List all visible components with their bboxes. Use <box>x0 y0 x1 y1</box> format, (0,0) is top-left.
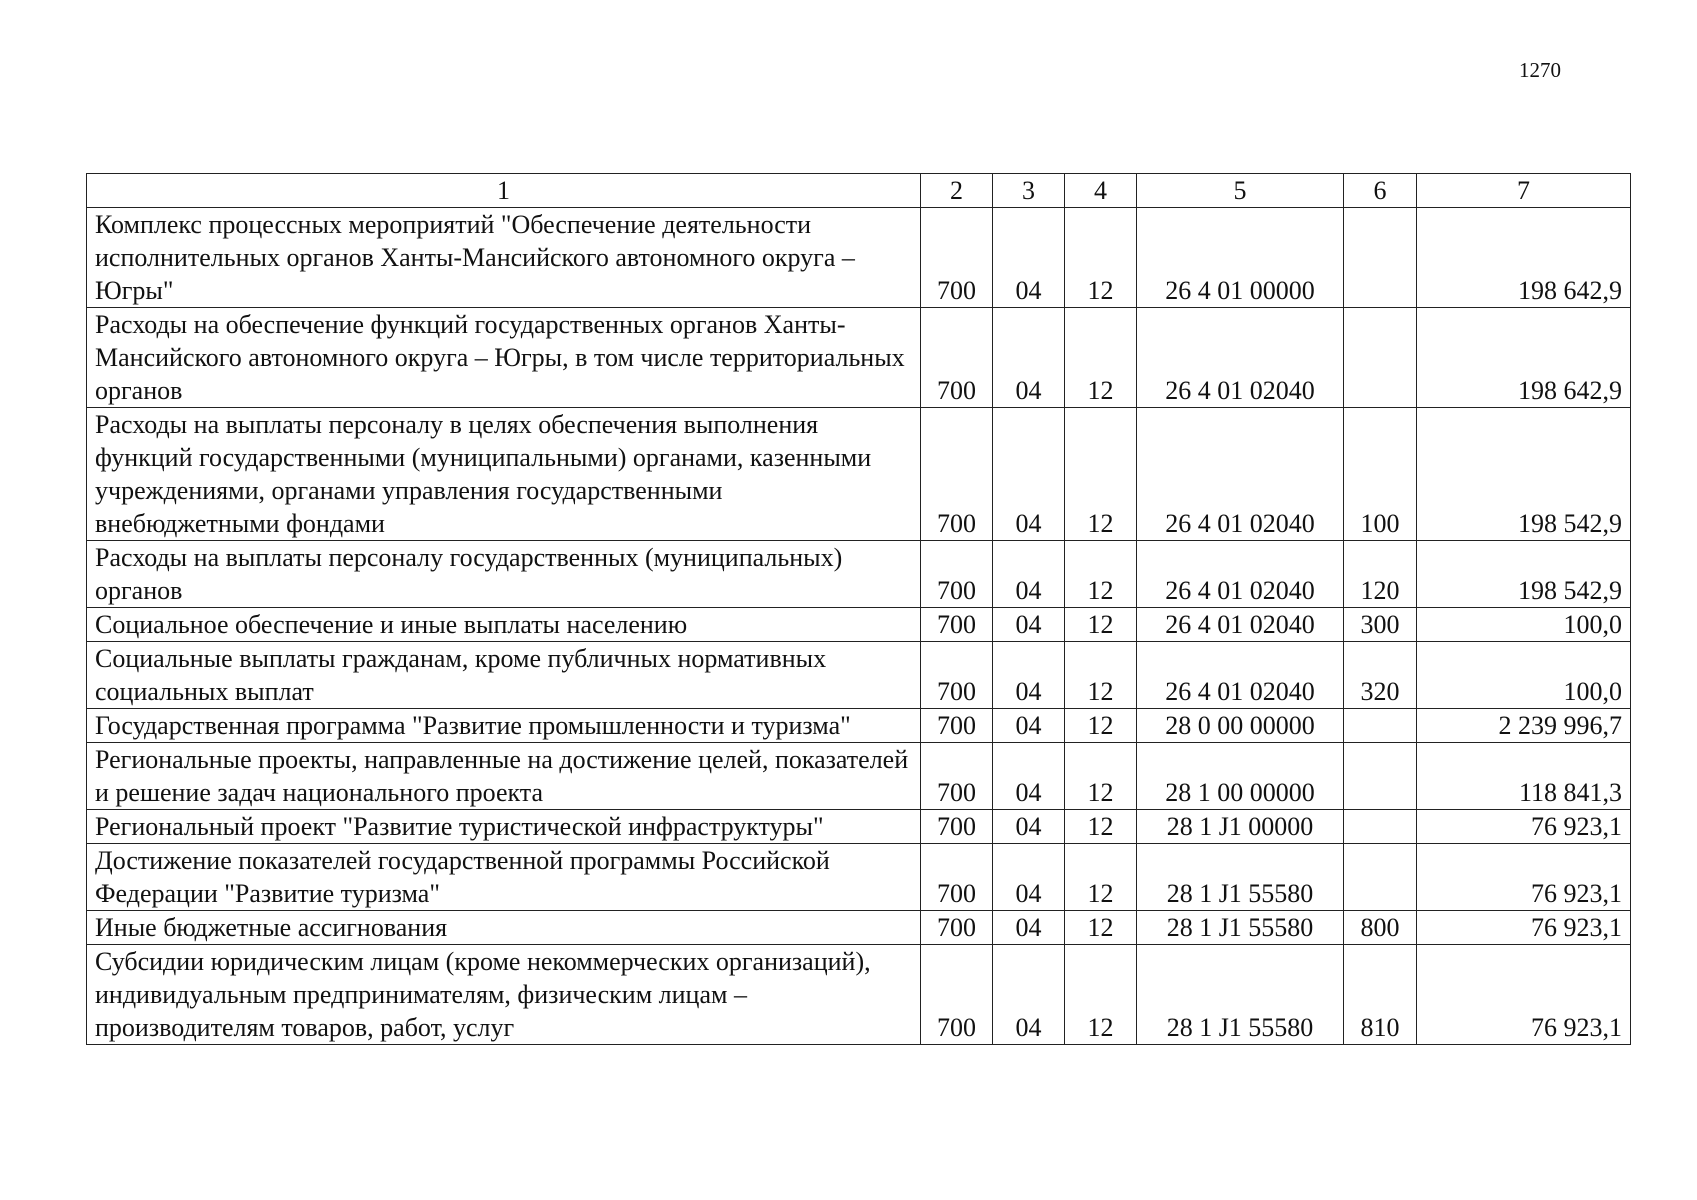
row-vr: 320 <box>1344 642 1417 709</box>
row-ved: 700 <box>921 642 993 709</box>
row-pr: 12 <box>1065 743 1137 810</box>
table-row <box>87 911 1631 945</box>
row-rz: 04 <box>993 844 1065 911</box>
row-rz: 04 <box>993 408 1065 541</box>
row-sum: 76 923,1 <box>1417 844 1631 911</box>
table-row <box>87 208 1631 308</box>
row-pr: 12 <box>1065 911 1137 945</box>
row-csr: 28 1 J1 55580 <box>1137 945 1344 1045</box>
row-ved: 700 <box>921 911 993 945</box>
row-pr: 12 <box>1065 709 1137 743</box>
row-csr: 28 1 J1 55580 <box>1137 911 1344 945</box>
table-row <box>87 408 1631 541</box>
row-rz: 04 <box>993 608 1065 642</box>
row-pr: 12 <box>1065 541 1137 608</box>
row-vr: 800 <box>1344 911 1417 945</box>
row-name: Достижение показателей государственной программы Российской Федерации "Развитие туризма" <box>87 844 921 911</box>
row-csr: 28 1 00 00000 <box>1137 743 1344 810</box>
row-sum: 198 642,9 <box>1417 208 1631 308</box>
row-csr: 28 1 J1 00000 <box>1137 810 1344 844</box>
row-sum: 198 542,9 <box>1417 408 1631 541</box>
row-csr: 28 1 J1 55580 <box>1137 844 1344 911</box>
row-rz: 04 <box>993 308 1065 408</box>
row-vr: 100 <box>1344 408 1417 541</box>
row-sum: 76 923,1 <box>1417 911 1631 945</box>
row-name: Социальные выплаты гражданам, кроме публичных нормативных социальных выплат <box>87 642 921 709</box>
row-ved: 700 <box>921 541 993 608</box>
row-name: Иные бюджетные ассигнования <box>87 911 921 945</box>
row-rz: 04 <box>993 208 1065 308</box>
row-csr: 26 4 01 02040 <box>1137 608 1344 642</box>
row-csr: 26 4 01 02040 <box>1137 308 1344 408</box>
row-name: Расходы на выплаты персоналу в целях обеспечения выполнения функций государственными (муниципальными) органами, казенными учреждениями, органами управления государственными внебюджетными фондами <box>87 408 921 541</box>
row-ved: 700 <box>921 945 993 1045</box>
row-name: Государственная программа "Развитие промышленности и туризма" <box>87 709 921 743</box>
row-pr: 12 <box>1065 844 1137 911</box>
table-row <box>87 541 1631 608</box>
row-name: Социальное обеспечение и иные выплаты населению <box>87 608 921 642</box>
table-row <box>87 608 1631 642</box>
row-sum: 100,0 <box>1417 608 1631 642</box>
header-cell: 7 <box>1417 174 1631 208</box>
row-csr: 26 4 01 02040 <box>1137 408 1344 541</box>
budget-table <box>86 173 1631 1045</box>
row-sum: 100,0 <box>1417 642 1631 709</box>
row-pr: 12 <box>1065 408 1137 541</box>
row-csr: 26 4 01 02040 <box>1137 541 1344 608</box>
row-csr: 28 0 00 00000 <box>1137 709 1344 743</box>
page-number: 1270 <box>1519 58 1561 82</box>
row-rz: 04 <box>993 743 1065 810</box>
table-row <box>87 642 1631 709</box>
row-name: Комплекс процессных мероприятий "Обеспечение деятельности исполнительных органов Ханты-Мансийского автономного округа – Югры" <box>87 208 921 308</box>
row-pr: 12 <box>1065 945 1137 1045</box>
row-sum: 2 239 996,7 <box>1417 709 1631 743</box>
row-ved: 700 <box>921 743 993 810</box>
row-pr: 12 <box>1065 608 1137 642</box>
row-vr: 300 <box>1344 608 1417 642</box>
row-vr <box>1344 709 1417 743</box>
table-row <box>87 709 1631 743</box>
row-rz: 04 <box>993 642 1065 709</box>
row-sum: 76 923,1 <box>1417 810 1631 844</box>
row-sum: 198 642,9 <box>1417 308 1631 408</box>
row-ved: 700 <box>921 208 993 308</box>
row-vr: 810 <box>1344 945 1417 1045</box>
row-ved: 700 <box>921 810 993 844</box>
header-cell: 2 <box>921 174 993 208</box>
table-row <box>87 945 1631 1045</box>
row-pr: 12 <box>1065 308 1137 408</box>
row-sum: 76 923,1 <box>1417 945 1631 1045</box>
row-name: Региональный проект "Развитие туристической инфраструктуры" <box>87 810 921 844</box>
row-name: Расходы на выплаты персоналу государственных (муниципальных) органов <box>87 541 921 608</box>
row-ved: 700 <box>921 408 993 541</box>
table-header-row <box>87 174 1631 208</box>
table-row <box>87 844 1631 911</box>
row-rz: 04 <box>993 709 1065 743</box>
header-cell: 5 <box>1137 174 1344 208</box>
row-vr: 120 <box>1344 541 1417 608</box>
row-pr: 12 <box>1065 642 1137 709</box>
row-name: Расходы на обеспечение функций государственных органов Ханты-Мансийского автономного округа – Югры, в том числе территориальных органов <box>87 308 921 408</box>
table-row <box>87 308 1631 408</box>
row-pr: 12 <box>1065 810 1137 844</box>
row-vr <box>1344 743 1417 810</box>
row-sum: 118 841,3 <box>1417 743 1631 810</box>
row-name: Региональные проекты, направленные на достижение целей, показателей и решение задач национального проекта <box>87 743 921 810</box>
row-vr <box>1344 308 1417 408</box>
row-vr <box>1344 810 1417 844</box>
row-csr: 26 4 01 00000 <box>1137 208 1344 308</box>
header-cell: 3 <box>993 174 1065 208</box>
row-ved: 700 <box>921 608 993 642</box>
table-row <box>87 743 1631 810</box>
table-row <box>87 810 1631 844</box>
row-sum: 198 542,9 <box>1417 541 1631 608</box>
row-ved: 700 <box>921 308 993 408</box>
row-ved: 700 <box>921 709 993 743</box>
row-vr <box>1344 208 1417 308</box>
row-rz: 04 <box>993 810 1065 844</box>
row-rz: 04 <box>993 945 1065 1045</box>
header-cell: 1 <box>87 174 921 208</box>
row-ved: 700 <box>921 844 993 911</box>
row-name: Субсидии юридическим лицам (кроме некоммерческих организаций), индивидуальным предпринимателям, физическим лицам – производителям товаров, работ, услуг <box>87 945 921 1045</box>
row-rz: 04 <box>993 911 1065 945</box>
row-pr: 12 <box>1065 208 1137 308</box>
row-vr <box>1344 844 1417 911</box>
header-cell: 6 <box>1344 174 1417 208</box>
row-rz: 04 <box>993 541 1065 608</box>
row-csr: 26 4 01 02040 <box>1137 642 1344 709</box>
header-cell: 4 <box>1065 174 1137 208</box>
